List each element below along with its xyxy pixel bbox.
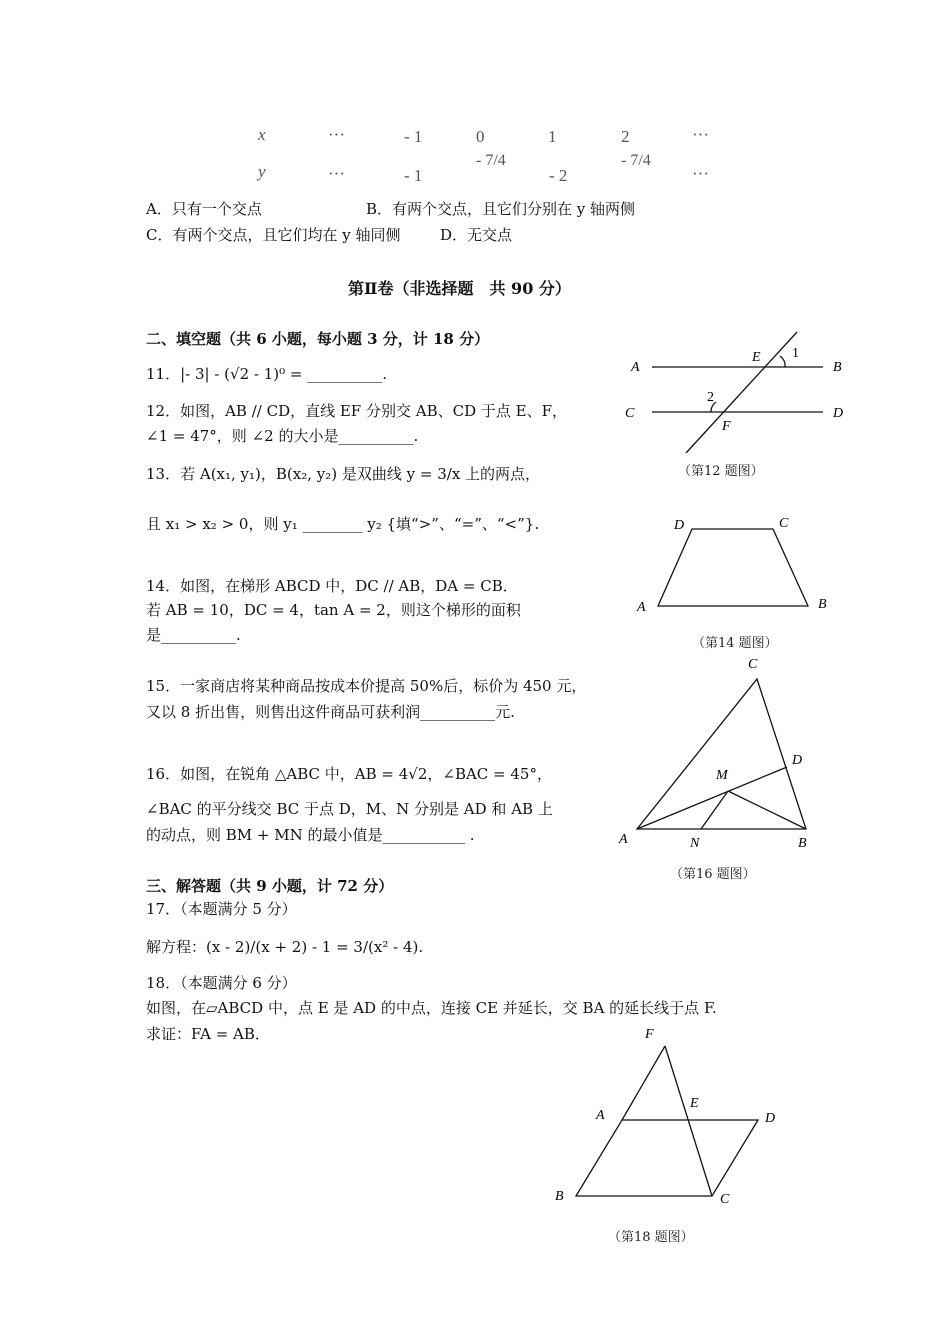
label-a: A — [631, 360, 640, 375]
option-c: C．有两个交点，且它们均在 y 轴同侧 — [146, 226, 401, 244]
table-x-label: x — [258, 125, 266, 144]
table-cell: 0 — [476, 127, 485, 146]
question-17-line1: 17．（本题满分 5 分） — [146, 900, 297, 918]
question-14-line1: 14．如图，在梯形 ABCD 中，DC // AB，DA = CB． — [146, 577, 518, 595]
question-15-line1: 15．一家商店将某种商品按成本价提高 50%后，标价为 450 元， — [146, 677, 587, 695]
figure-12-caption: （第12 题图） — [678, 464, 764, 479]
option-d: D．无交点 — [440, 226, 513, 244]
label-d: D — [833, 406, 844, 421]
segment-af — [622, 1046, 665, 1120]
label-e: E — [690, 1096, 699, 1111]
label-e: E — [752, 350, 761, 365]
question-18-line2: 如图，在▱ABCD 中，点 E 是 AD 的中点，连接 CE 并延长，交 BA 的延长线于点 F. — [146, 999, 717, 1017]
question-11: 11．|- 3| - (√2 - 1)⁰ = __________. — [146, 365, 388, 383]
label-n: N — [690, 836, 700, 851]
table-cell: - 2 — [549, 166, 568, 185]
label-d: D — [674, 518, 685, 533]
label-angle-1: 1 — [792, 346, 799, 361]
label-b: B — [798, 836, 807, 851]
section3-heading: 三、解答题（共 9 小题，计 72 分） — [146, 877, 394, 895]
question-14-line2: 若 AB = 10，DC = 4，tan A = 2，则这个梯形的面积 — [146, 601, 521, 619]
segment-fc — [665, 1046, 712, 1196]
label-c: C — [779, 516, 789, 531]
question-16-line1: 16．如图，在锐角 △ABC 中，AB = 4√2，∠BAC = 45°， — [146, 765, 552, 783]
question-18-line3: 求证：FA = AB． — [146, 1025, 270, 1043]
table-cell: ··· — [328, 125, 345, 144]
label-f: F — [645, 1027, 654, 1042]
table-cell: ··· — [692, 125, 709, 144]
question-15-line2: 又以 8 折出售，则售出这件商品可获利润__________元. — [146, 703, 515, 721]
option-b: B．有两个交点，且它们分别在 y 轴两侧 — [366, 200, 636, 218]
label-b: B — [833, 360, 842, 375]
question-17-line2: 解方程：(x - 2)/(x + 2) - 1 = 3/(x² - 4). — [146, 938, 424, 956]
label-a: A — [637, 600, 646, 615]
section2-heading: 二、填空题（共 6 小题，每小题 3 分，计 18 分） — [146, 330, 490, 348]
label-c: C — [748, 657, 758, 672]
label-c: C — [720, 1192, 730, 1207]
question-16-line2: ∠BAC 的平分线交 BC 于点 D，M、N 分别是 AD 和 AB 上 — [146, 800, 553, 818]
question-13-line2: 且 x₁ > x₂ > 0，则 y₁ ________ y₂ {填“>”、“=”、“<”}. — [146, 515, 540, 533]
label-d: D — [792, 753, 803, 768]
label-f: F — [722, 419, 731, 434]
label-d: D — [765, 1111, 776, 1126]
question-14-line3: 是__________. — [146, 626, 241, 644]
question-16-line3: 的动点，则 BM + MN 的最小值是___________ . — [146, 826, 475, 844]
label-a: A — [619, 832, 628, 847]
table-cell: - 1 — [404, 127, 423, 146]
table-y-label: y — [258, 162, 266, 181]
table-cell-fraction: - 7/4 — [476, 152, 506, 169]
question-12-line1: 12．如图，AB // CD，直线 EF 分别交 AB、CD 于点 E、F， — [146, 402, 568, 420]
table-cell: 2 — [621, 127, 630, 146]
question-13-line1: 13．若 A(x₁, y₁)，B(x₂, y₂) 是双曲线 y = 3/x 上的两点， — [146, 465, 541, 483]
figure-14-caption: （第14 题图） — [692, 636, 778, 651]
label-b: B — [818, 597, 827, 612]
table-cell: ··· — [692, 164, 709, 183]
table-cell: 1 — [548, 127, 557, 146]
question-18-line1: 18．（本题满分 6 分） — [146, 974, 297, 992]
table-cell-fraction: - 7/4 — [621, 152, 651, 169]
table-cell: ··· — [328, 164, 345, 183]
parallelogram-abcd — [576, 1120, 758, 1196]
label-m: M — [716, 768, 728, 783]
option-a: A．只有一个交点 — [146, 200, 262, 218]
table-cell: - 1 — [404, 166, 423, 185]
label-angle-2: 2 — [707, 390, 714, 405]
part2-title: 第Ⅱ卷（非选择题 共 90 分） — [348, 279, 571, 298]
figure-18-caption: （第18 题图） — [608, 1230, 694, 1245]
label-a: A — [596, 1108, 605, 1123]
label-c: C — [625, 406, 635, 421]
label-b: B — [555, 1189, 564, 1204]
figure-16-caption: （第16 题图） — [670, 867, 756, 882]
question-12-line2: ∠1 = 47°，则 ∠2 的大小是__________. — [146, 427, 419, 445]
